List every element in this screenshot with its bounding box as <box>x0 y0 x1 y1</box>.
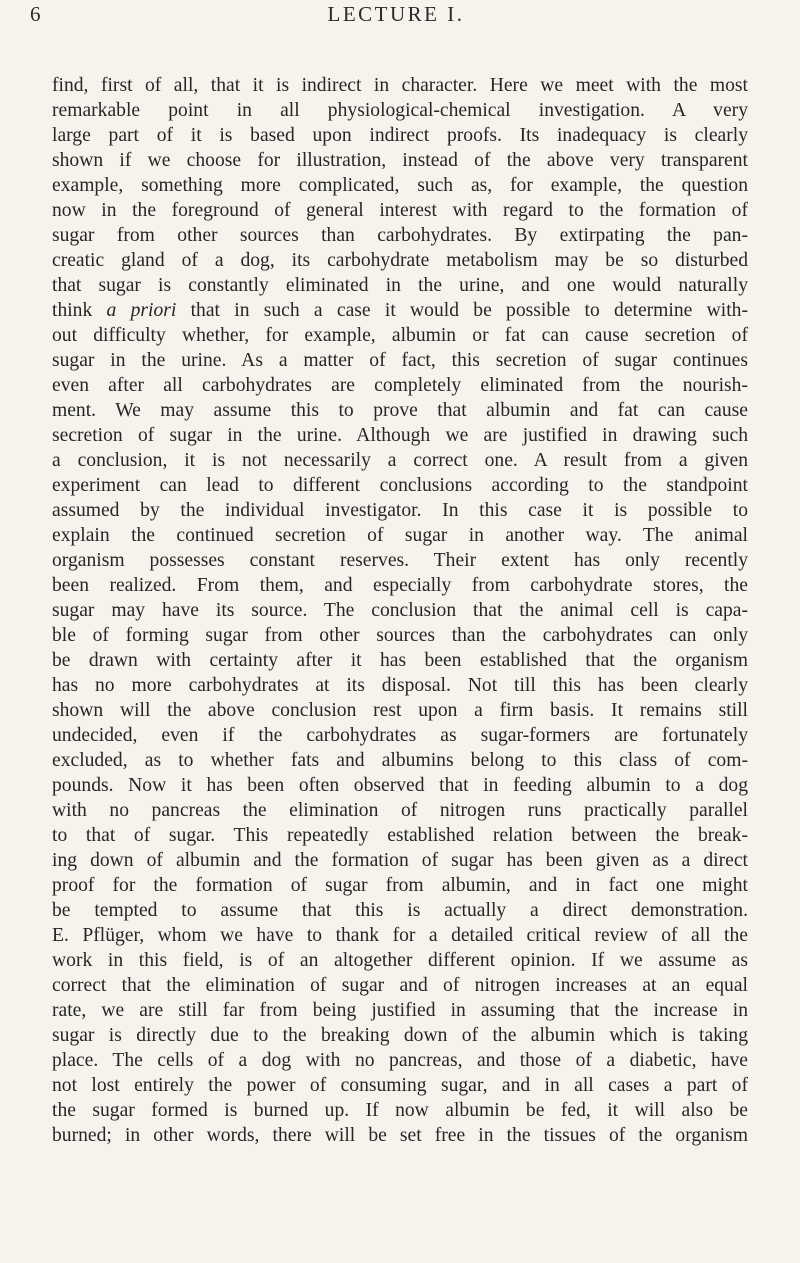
text-line: large part of it is based upon indirect proofs. Its inadequacy is clearly <box>52 125 748 146</box>
text-line: example, something more complicated, such as, for example, the question <box>52 175 748 196</box>
text-line: shown if we choose for illustration, instead of the above very transparent <box>52 150 748 171</box>
page-number: 6 <box>30 2 42 26</box>
text-line: out difficulty whether, for example, albumin or fat can cause secretion of <box>52 325 748 346</box>
text-line: find, first of all, that it is indirect in character. Here we meet with the most <box>52 75 748 96</box>
running-title: LECTURE I. <box>327 2 465 26</box>
body-paragraph <box>52 73 748 1148</box>
text-line: has no more carbohydrates at its disposal. Not till this has been clearly <box>52 675 748 696</box>
text-line: now in the foreground of general interest with regard to the formation of <box>52 200 748 221</box>
text-line: sugar in the urine. As a matter of fact, this secretion of sugar continues <box>52 350 748 371</box>
text-line: creatic gland of a dog, its carbohydrate metabolism may be so disturbed <box>52 250 748 271</box>
text-line: remarkable point in all physiological-chemical investigation. A very <box>52 100 748 121</box>
text-line: assumed by the individual investigator. In this case it is possible to <box>52 500 748 521</box>
text-line: ment. We may assume this to prove that albumin and fat can cause <box>52 400 748 421</box>
italic-phrase: a priori <box>106 300 177 321</box>
text-line: been realized. From them, and especially from carbohydrate stores, the <box>52 575 748 596</box>
text-line: sugar may have its source. The conclusion that the animal cell is capa- <box>52 600 748 621</box>
text-line: shown will the above conclusion rest upon a firm basis. It remains still <box>52 700 748 721</box>
text-line: be tempted to assume that this is actually a direct demonstration. <box>52 900 748 921</box>
text-line: sugar from other sources than carbohydrates. By extirpating the pan- <box>52 225 748 246</box>
text-line: burned; in other words, there will be set free in the tissues of the organism <box>52 1125 748 1146</box>
text-line: E. Pflüger, whom we have to thank for a detailed critical review of all the <box>52 925 748 946</box>
text-line: excluded, as to whether fats and albumins belong to this class of com- <box>52 750 748 771</box>
text-line: place. The cells of a dog with no pancreas, and those of a diabetic, have <box>52 1050 748 1071</box>
text-line: ble of forming sugar from other sources than the carbohydrates can only <box>52 625 748 646</box>
running-head <box>30 2 762 42</box>
text-line: experiment can lead to different conclusions according to the standpoint <box>52 475 748 496</box>
text-line: be drawn with certainty after it has been established that the organism <box>52 650 748 671</box>
text-line: sugar is directly due to the breaking down of the albumin which is taking <box>52 1025 748 1046</box>
text-line: correct that the elimination of sugar and of nitrogen increases at an equal <box>52 975 748 996</box>
text-line: work in this field, is of an altogether different opinion. If we assume as <box>52 950 748 971</box>
text-line: to that of sugar. This repeatedly established relation between the break- <box>52 825 748 846</box>
text-line: undecided, even if the carbohydrates as sugar-formers are fortunately <box>52 725 748 746</box>
text-line: ing down of albumin and the formation of sugar has been given as a direct <box>52 850 748 871</box>
text-segment: that in such a case it would be possible to determine with- <box>176 300 748 321</box>
text-line: explain the continued secretion of sugar in another way. The animal <box>52 525 748 546</box>
text-line: organism possesses constant reserves. Their extent has only recently <box>52 550 748 571</box>
text-line: not lost entirely the power of consuming sugar, and in all cases a part of <box>52 1075 748 1096</box>
text-line: even after all carbohydrates are completely eliminated from the nourish- <box>52 375 748 396</box>
text-line: secretion of sugar in the urine. Although we are justified in drawing such <box>52 425 748 446</box>
text-segment: think <box>52 300 107 321</box>
text-line: that sugar is constantly eliminated in the urine, and one would naturally <box>52 275 748 296</box>
text-line: proof for the formation of sugar from albumin, and in fact one might <box>52 875 748 896</box>
text-line: with no pancreas the elimination of nitrogen runs practically parallel <box>52 800 748 821</box>
text-line: the sugar formed is burned up. If now albumin be fed, it will also be <box>52 1100 748 1121</box>
text-line-with-italic <box>52 298 748 323</box>
text-line: pounds. Now it has been often observed that in feeding albumin to a dog <box>52 775 748 796</box>
text-line: rate, we are still far from being justified in assuming that the increase in <box>52 1000 748 1021</box>
text-line: a conclusion, it is not necessarily a correct one. A result from a given <box>52 450 748 471</box>
